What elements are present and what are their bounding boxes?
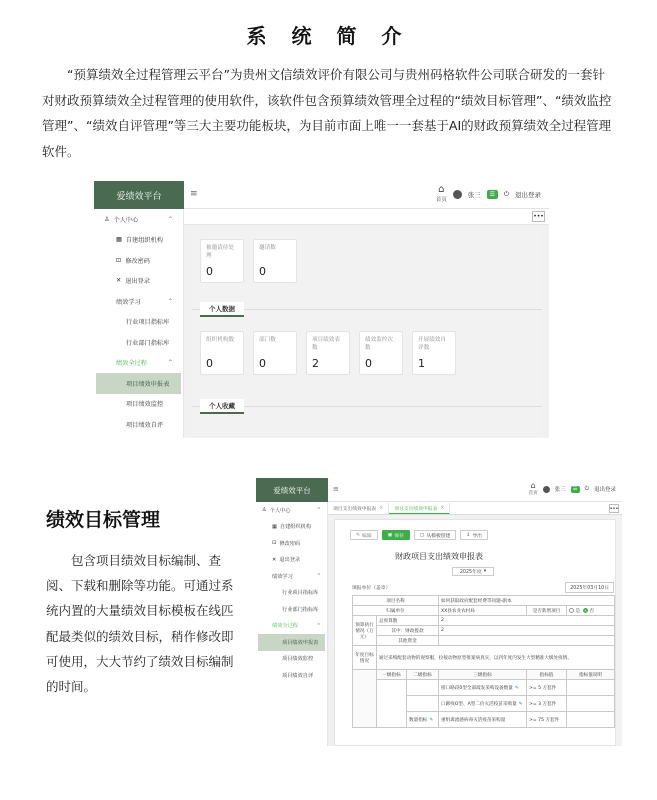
building-icon: ▦ xyxy=(116,236,122,244)
logout-link[interactable]: 退出登录 xyxy=(593,487,616,493)
sidebar-item-dept-index[interactable]: 行业部门指标库 xyxy=(126,339,170,347)
table-cell xyxy=(353,670,377,728)
sidebar-item-logout[interactable]: ✕ 退出登录 xyxy=(116,277,150,286)
table-cell: 总预算数 xyxy=(377,616,439,626)
lock-icon: ⊡ xyxy=(272,540,277,547)
table-cell[interactable]: >= 75 万套件 xyxy=(527,712,567,728)
sidebar-item-password[interactable]: ⊡ 修改密码 xyxy=(272,540,301,547)
sidebar-item-self-eval[interactable]: 项目绩效自评 xyxy=(282,672,314,679)
save-icon: ▣ xyxy=(387,532,393,538)
home-icon: ⌂ xyxy=(530,481,536,490)
tab-bar xyxy=(328,502,622,515)
report-table xyxy=(352,595,615,728)
chevron-up-icon: ⌃ xyxy=(167,215,173,223)
table-row xyxy=(353,636,615,646)
intro-paragraph: “预算绩效全过程管理云平台”为贵州文信绩效评价有限公司与贵州码格软件公司联合研发的一套针对财政预算绩效全过程管理的使用软件，该软件包含预算绩效管理全过程的“绩效目标管理”、“绩效监控管理”、“绩效自评管理”等三大主要功能板块，为目前市面上唯一一套基于AI的财政预算绩效全过程管理软件。 xyxy=(42,67,612,159)
table-cell[interactable]: 2 xyxy=(439,626,615,636)
sidebar-item-project-index[interactable]: 行业项目指标库 xyxy=(282,590,319,597)
building-icon: ▦ xyxy=(272,523,277,530)
chevron-up-icon: ⌃ xyxy=(316,622,321,629)
close-icon: ✕ xyxy=(272,556,277,563)
sidebar-item-process[interactable]: 绩效全过程 ⌃ xyxy=(272,622,321,630)
table-cell: 是 否 xyxy=(567,606,615,616)
sidebar-item-process[interactable]: 绩效全过程 ⌃ xyxy=(116,359,173,368)
table-row xyxy=(353,646,615,670)
table-header-cell: 指标值 xyxy=(527,670,567,680)
home-button[interactable]: ⌂ 首页 xyxy=(528,481,538,496)
person-icon: ♙ xyxy=(104,215,110,223)
brand-logo: 爱绩效平台 xyxy=(256,478,328,502)
more-button[interactable]: ••• xyxy=(533,213,544,220)
table-cell xyxy=(407,680,439,696)
close-icon[interactable]: × xyxy=(440,505,445,511)
dashboard-screenshot xyxy=(94,181,549,438)
section-tab-favorites[interactable]: 个人收藏 xyxy=(200,399,244,414)
stat-card[interactable]: 绩效监控次数 0 xyxy=(359,331,403,375)
table-header-cell: 指标值说明 xyxy=(567,670,615,680)
table-cell xyxy=(377,680,407,728)
edit-icon[interactable]: ✎ xyxy=(518,701,523,707)
sidebar-item-declaration[interactable]: 项目绩效申报表 xyxy=(258,634,325,651)
table-cell: 其他资金 xyxy=(377,636,439,646)
table-cell: 项目名称 xyxy=(353,596,439,606)
menu-toggle-button[interactable]: ☰ xyxy=(571,486,580,493)
more-button[interactable]: ••• xyxy=(609,505,619,512)
table-row xyxy=(353,616,615,626)
table-header-row xyxy=(353,670,615,680)
top-bar xyxy=(328,478,622,502)
sidebar-item-personal-center[interactable]: ♙ 个人中心 ⌃ xyxy=(104,215,173,224)
stat-card[interactable]: 组织机构数 0 xyxy=(200,331,244,375)
chevron-up-icon: ⌃ xyxy=(316,573,321,580)
home-button[interactable]: ⌂ 首页 xyxy=(435,184,447,203)
table-row xyxy=(353,596,615,606)
table-header-cell: 一级指标 xyxy=(377,670,407,680)
table-cell[interactable]: 通过采购配套动物的观察服，拉接动物原型推案病真实，以四年度内发生大型精准大级处疫情。 xyxy=(377,646,615,670)
person-icon: ♙ xyxy=(262,507,267,514)
content-toolbar xyxy=(184,209,549,225)
close-icon[interactable]: × xyxy=(379,506,384,511)
report-title: 财政项目支出绩效申报表 xyxy=(395,552,483,561)
divider xyxy=(192,406,542,407)
action-bar xyxy=(350,530,488,540)
sidebar-item-declaration[interactable]: 项目绩效申报表 xyxy=(96,373,181,394)
table-cell[interactable]: 如何获取政府配套经费等问题-副本 xyxy=(439,596,615,606)
edit-icon[interactable]: ✎ xyxy=(514,685,519,691)
sidebar-item-personal-center[interactable]: ♙ 个人中心 ⌃ xyxy=(262,507,321,514)
table-cell[interactable] xyxy=(567,696,615,712)
avatar[interactable] xyxy=(453,190,462,199)
table-cell[interactable]: >= 3 万套件 xyxy=(527,696,567,712)
sidebar xyxy=(94,209,184,438)
home-icon: ⌂ xyxy=(438,184,445,195)
chevron-down-icon: ▾ xyxy=(483,569,487,574)
sidebar-item-project-index[interactable]: 行业项目指标库 xyxy=(126,319,170,327)
sidebar-item-learning[interactable]: 绩效学习 ⌃ xyxy=(272,573,321,580)
from-template-button[interactable]: ▢ 从模板创建 xyxy=(414,530,457,540)
sidebar-item-logout[interactable]: ✕ 退出登录 xyxy=(272,556,301,564)
edit-icon: ✎ xyxy=(356,532,361,538)
user-name[interactable]: 张三 xyxy=(554,487,566,493)
stat-card[interactable]: 项目绩效表数 2 xyxy=(306,331,350,375)
table-cell[interactable]: 2 xyxy=(439,616,615,626)
edit-icon[interactable]: ✎ xyxy=(429,717,434,723)
top-bar-right xyxy=(529,482,616,496)
export-button[interactable]: ⇩ 导出 xyxy=(460,530,488,540)
table-header-cell: 三级指标 xyxy=(439,670,527,680)
user-name[interactable]: 张三 xyxy=(467,190,481,199)
table-cell: 年度目标情况 xyxy=(353,646,377,670)
table-cell xyxy=(407,696,439,712)
table-cell: 是否新增项目 xyxy=(527,606,567,616)
chevron-up-icon: ⌃ xyxy=(316,507,321,514)
table-row xyxy=(353,606,615,616)
table-header-cell: 二级指标 xyxy=(407,670,439,680)
sidebar-item-password[interactable]: ⊡ 修改密码 xyxy=(116,256,150,265)
top-bar-right xyxy=(436,185,541,203)
logout-icon: ⏻ xyxy=(584,485,589,492)
table-cell[interactable] xyxy=(439,636,615,646)
declaration-screenshot xyxy=(256,478,622,746)
hamburger-icon[interactable]: ≡ xyxy=(190,189,198,199)
table-cell[interactable]: >= 5 万套件 xyxy=(527,680,567,696)
table-cell: 其中：财政拨款 xyxy=(377,626,439,636)
tab-declaration-active[interactable]: 项目支出绩效申报表 × xyxy=(389,503,450,514)
avatar[interactable] xyxy=(543,486,550,493)
table-cell[interactable]: XX县农业农村局 xyxy=(439,606,527,616)
template-icon: ▢ xyxy=(419,532,425,538)
table-cell[interactable]: 重组禽流感病毒灭活疫苗采购量 xyxy=(439,712,527,728)
sidebar-item-self-eval[interactable]: 项目绩效自评 xyxy=(126,421,164,429)
section-tab-personal[interactable]: 个人数据 xyxy=(200,302,244,317)
page-title: 系 统 简 介 xyxy=(246,24,411,48)
stats-panel xyxy=(192,229,542,435)
sidebar-item-dept-index[interactable]: 行业部门指标库 xyxy=(282,606,319,613)
top-bar xyxy=(184,181,549,209)
radio-yes[interactable] xyxy=(569,608,574,613)
chevron-up-icon: ⌃ xyxy=(167,359,173,367)
export-icon: ⇩ xyxy=(466,532,471,538)
date-field[interactable]: 2025年03月10日 xyxy=(565,582,614,593)
logout-link[interactable]: 退出登录 xyxy=(515,190,541,199)
hamburger-icon[interactable]: ≡ xyxy=(333,485,339,493)
table-cell[interactable]: 口蹄疫O型、A型二价灭活疫苗采购量 ✎ xyxy=(439,696,527,712)
close-icon: ✕ xyxy=(116,277,122,285)
lock-icon: ⊡ xyxy=(116,256,122,264)
section-title: 绩效目标管理 xyxy=(46,509,161,531)
radio-no[interactable] xyxy=(583,608,588,613)
table-cell: 数量指标 ✎ xyxy=(407,712,439,728)
sidebar-item-org[interactable]: ▦ 自建组织机构 xyxy=(116,236,163,245)
main-content xyxy=(184,209,549,438)
menu-toggle-button[interactable]: ☰ xyxy=(487,190,498,199)
stat-card[interactable]: 部门数 0 xyxy=(253,331,297,375)
tab-declaration[interactable]: 项目支出绩效申报表 × xyxy=(328,503,389,514)
table-row xyxy=(353,626,615,636)
stat-card[interactable]: 开展绩效自评数 1 xyxy=(412,331,456,375)
sidebar-item-monitor[interactable]: 项目绩效监控 xyxy=(282,656,314,663)
table-cell: 预算执行情况（万元） xyxy=(353,616,377,646)
sidebar-item-learning[interactable]: 绩效学习 ⌃ xyxy=(116,297,173,306)
logout-icon: ⏻ xyxy=(503,189,509,198)
sidebar-item-org[interactable]: ▦ 自建组织机构 xyxy=(272,523,312,531)
sidebar-item-monitor[interactable]: 项目绩效监控 xyxy=(126,401,164,409)
unit-label: 填报单位（盖章） xyxy=(352,586,391,591)
table-cell[interactable]: 接口路段0型全部疏发采购设备数量 ✎ xyxy=(439,680,527,696)
section-description: 包含项目绩效目标编制、查阅、下载和删除等功能。可通过系统内置的大量绩效目标模板在线匹配最类似的绩效目标，稍作修改即可使用，大大节约了绩效目标编制的时间。 xyxy=(46,553,234,695)
stat-card[interactable]: 邀请数 0 xyxy=(253,239,297,283)
chevron-up-icon: ⌃ xyxy=(167,297,173,305)
year-select[interactable]: 2025年度 ▾ xyxy=(452,567,494,576)
brand-logo: 爱绩效平台 xyxy=(94,181,184,209)
table-cell[interactable] xyxy=(567,712,615,728)
table-cell: 归属单位 xyxy=(353,606,439,616)
stat-card[interactable]: 被邀请待处理 0 xyxy=(200,239,244,283)
edit-button[interactable]: ✎ 编辑 xyxy=(350,530,378,540)
divider xyxy=(192,309,542,310)
table-row xyxy=(353,680,615,696)
save-button[interactable]: ▣ 保存 xyxy=(382,530,410,540)
unit-row xyxy=(352,584,614,591)
table-cell[interactable] xyxy=(567,680,615,696)
sidebar xyxy=(256,502,328,746)
